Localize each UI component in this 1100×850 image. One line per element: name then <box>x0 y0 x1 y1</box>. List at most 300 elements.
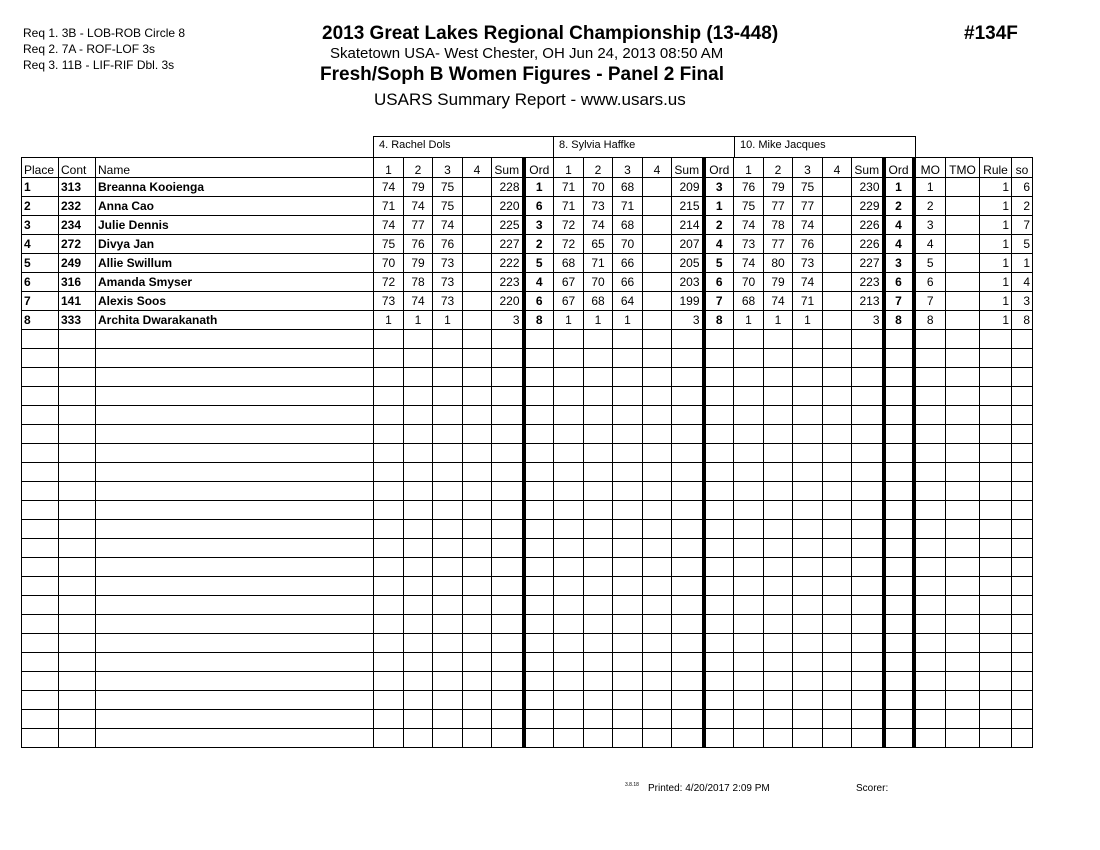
mo-cell: 8 <box>914 311 946 330</box>
mark-cell: 71 <box>374 197 404 216</box>
empty-cell <box>672 634 704 653</box>
empty-cell <box>643 368 672 387</box>
empty-cell <box>404 406 433 425</box>
mark-header: 4 <box>823 158 852 178</box>
empty-cell <box>374 330 404 349</box>
empty-cell <box>980 596 1012 615</box>
table-row <box>22 178 1033 197</box>
empty-cell <box>734 406 764 425</box>
empty-cell <box>22 444 59 463</box>
empty-cell <box>1012 387 1033 406</box>
empty-cell <box>764 425 793 444</box>
ord-cell: 1 <box>704 197 734 216</box>
empty-cell <box>643 596 672 615</box>
empty-cell <box>96 729 374 748</box>
empty-cell <box>22 615 59 634</box>
name-cell: Allie Swillum <box>96 254 374 273</box>
mark-cell: 76 <box>734 178 764 197</box>
empty-cell <box>492 444 524 463</box>
empty-cell <box>492 634 524 653</box>
empty-cell <box>433 729 463 748</box>
ord-cell: 6 <box>524 197 554 216</box>
mark-header: 2 <box>404 158 433 178</box>
empty-cell <box>374 558 404 577</box>
empty-cell <box>672 349 704 368</box>
empty-cell <box>672 444 704 463</box>
empty-cell <box>946 330 980 349</box>
ord-cell: 4 <box>884 216 914 235</box>
empty-cell <box>980 577 1012 596</box>
empty-cell <box>704 349 734 368</box>
empty-cell <box>492 463 524 482</box>
empty-cell <box>793 444 823 463</box>
mark-cell <box>463 311 492 330</box>
empty-cell <box>96 482 374 501</box>
empty-cell <box>22 387 59 406</box>
empty-cell <box>1012 596 1033 615</box>
empty-cell <box>554 463 584 482</box>
empty-row <box>22 558 1033 577</box>
empty-cell <box>884 330 914 349</box>
mark-header: 1 <box>374 158 404 178</box>
empty-row <box>22 710 1033 729</box>
sum-cell: 226 <box>852 216 884 235</box>
judge-header-3: 10. Mike Jacques <box>734 136 916 157</box>
tmo-cell <box>946 235 980 254</box>
empty-cell <box>643 634 672 653</box>
empty-cell <box>914 406 946 425</box>
mark-cell: 1 <box>554 311 584 330</box>
empty-cell <box>613 729 643 748</box>
empty-cell <box>852 425 884 444</box>
empty-cell <box>704 539 734 558</box>
empty-cell <box>643 349 672 368</box>
empty-row <box>22 425 1033 444</box>
empty-cell <box>524 539 554 558</box>
mark-cell: 71 <box>793 292 823 311</box>
empty-cell <box>704 425 734 444</box>
name-cell: Breanna Kooienga <box>96 178 374 197</box>
empty-cell <box>793 596 823 615</box>
empty-cell <box>946 558 980 577</box>
empty-cell <box>613 634 643 653</box>
empty-cell <box>884 710 914 729</box>
mark-cell: 79 <box>404 254 433 273</box>
empty-cell <box>59 482 96 501</box>
empty-cell <box>914 558 946 577</box>
empty-cell <box>704 558 734 577</box>
empty-cell <box>734 634 764 653</box>
empty-cell <box>492 596 524 615</box>
mark-cell: 70 <box>374 254 404 273</box>
mark-cell <box>643 254 672 273</box>
so-cell: 3 <box>1012 292 1033 311</box>
ord-cell: 2 <box>704 216 734 235</box>
empty-cell <box>852 406 884 425</box>
empty-cell <box>584 501 613 520</box>
empty-cell <box>374 653 404 672</box>
empty-cell <box>793 425 823 444</box>
empty-cell <box>584 520 613 539</box>
empty-cell <box>672 672 704 691</box>
empty-cell <box>22 425 59 444</box>
mark-cell <box>823 311 852 330</box>
empty-cell <box>946 387 980 406</box>
empty-cell <box>734 520 764 539</box>
tmo-header: TMO <box>946 158 980 178</box>
empty-cell <box>884 387 914 406</box>
empty-cell <box>643 558 672 577</box>
empty-cell <box>22 406 59 425</box>
mark-cell: 1 <box>764 311 793 330</box>
empty-cell <box>584 558 613 577</box>
cont-cell: 333 <box>59 311 96 330</box>
mark-cell: 73 <box>793 254 823 273</box>
empty-cell <box>980 672 1012 691</box>
empty-cell <box>672 729 704 748</box>
empty-cell <box>884 691 914 710</box>
name-header: Name <box>96 158 374 178</box>
mark-cell <box>463 235 492 254</box>
mark-cell: 76 <box>404 235 433 254</box>
empty-cell <box>643 520 672 539</box>
mark-cell <box>643 178 672 197</box>
empty-cell <box>852 653 884 672</box>
empty-cell <box>404 368 433 387</box>
mark-cell <box>463 178 492 197</box>
empty-cell <box>764 710 793 729</box>
empty-row <box>22 406 1033 425</box>
empty-cell <box>764 653 793 672</box>
empty-cell <box>884 463 914 482</box>
empty-cell <box>946 482 980 501</box>
empty-cell <box>764 482 793 501</box>
empty-cell <box>22 368 59 387</box>
empty-cell <box>524 501 554 520</box>
empty-cell <box>584 539 613 558</box>
name-cell: Archita Dwarakanath <box>96 311 374 330</box>
empty-cell <box>613 691 643 710</box>
empty-cell <box>554 482 584 501</box>
judge-header-1: 4. Rachel Dols <box>373 136 554 157</box>
mark-cell: 74 <box>793 273 823 292</box>
empty-cell <box>96 577 374 596</box>
empty-cell <box>884 444 914 463</box>
mo-cell: 3 <box>914 216 946 235</box>
mark-cell: 70 <box>613 235 643 254</box>
empty-cell <box>463 672 492 691</box>
cont-cell: 313 <box>59 178 96 197</box>
empty-cell <box>554 729 584 748</box>
empty-cell <box>704 520 734 539</box>
empty-cell <box>584 691 613 710</box>
empty-cell <box>524 387 554 406</box>
empty-cell <box>1012 558 1033 577</box>
empty-cell <box>643 691 672 710</box>
sum-cell: 226 <box>852 235 884 254</box>
empty-cell <box>734 368 764 387</box>
empty-cell <box>1012 482 1033 501</box>
empty-cell <box>980 691 1012 710</box>
empty-cell <box>1012 710 1033 729</box>
empty-cell <box>852 330 884 349</box>
empty-cell <box>643 463 672 482</box>
empty-cell <box>852 444 884 463</box>
place-cell: 2 <box>22 197 59 216</box>
mark-cell: 68 <box>734 292 764 311</box>
empty-cell <box>584 596 613 615</box>
empty-cell <box>980 634 1012 653</box>
empty-cell <box>96 672 374 691</box>
empty-cell <box>492 710 524 729</box>
sum-cell: 203 <box>672 273 704 292</box>
empty-cell <box>884 672 914 691</box>
mark-cell: 64 <box>613 292 643 311</box>
empty-row <box>22 520 1033 539</box>
rule-cell: 1 <box>980 178 1012 197</box>
empty-cell <box>764 520 793 539</box>
empty-cell <box>764 539 793 558</box>
empty-cell <box>672 558 704 577</box>
mark-cell: 74 <box>374 178 404 197</box>
empty-cell <box>823 615 852 634</box>
name-cell: Divya Jan <box>96 235 374 254</box>
empty-cell <box>59 634 96 653</box>
empty-cell <box>433 520 463 539</box>
empty-cell <box>463 634 492 653</box>
empty-cell <box>433 463 463 482</box>
sum-cell: 215 <box>672 197 704 216</box>
empty-cell <box>613 463 643 482</box>
mo-cell: 5 <box>914 254 946 273</box>
empty-cell <box>764 596 793 615</box>
mark-cell: 75 <box>374 235 404 254</box>
mark-cell <box>643 292 672 311</box>
empty-cell <box>852 368 884 387</box>
empty-cell <box>433 558 463 577</box>
mo-cell: 4 <box>914 235 946 254</box>
empty-cell <box>980 368 1012 387</box>
empty-cell <box>884 615 914 634</box>
empty-row <box>22 729 1033 748</box>
empty-cell <box>613 501 643 520</box>
empty-cell <box>672 710 704 729</box>
empty-cell <box>884 520 914 539</box>
cont-cell: 316 <box>59 273 96 292</box>
empty-cell <box>980 710 1012 729</box>
empty-cell <box>672 387 704 406</box>
sum-cell: 225 <box>492 216 524 235</box>
empty-cell <box>492 501 524 520</box>
mark-cell: 72 <box>374 273 404 292</box>
empty-cell <box>374 482 404 501</box>
empty-cell <box>59 615 96 634</box>
empty-cell <box>59 520 96 539</box>
mark-header: 1 <box>554 158 584 178</box>
empty-cell <box>672 330 704 349</box>
empty-row <box>22 653 1033 672</box>
mark-cell: 75 <box>433 197 463 216</box>
empty-cell <box>793 349 823 368</box>
empty-cell <box>734 501 764 520</box>
sum-cell: 229 <box>852 197 884 216</box>
mark-cell <box>463 216 492 235</box>
empty-cell <box>96 501 374 520</box>
empty-cell <box>59 653 96 672</box>
empty-cell <box>524 520 554 539</box>
empty-cell <box>1012 463 1033 482</box>
mark-cell: 67 <box>554 292 584 311</box>
empty-cell <box>584 330 613 349</box>
competition-title: 2013 Great Lakes Regional Championship (13-448) <box>322 23 779 44</box>
empty-cell <box>492 653 524 672</box>
mark-cell: 73 <box>433 273 463 292</box>
sum-cell: 222 <box>492 254 524 273</box>
empty-cell <box>96 520 374 539</box>
empty-row <box>22 615 1033 634</box>
sum-cell: 227 <box>852 254 884 273</box>
empty-cell <box>584 463 613 482</box>
empty-cell <box>1012 406 1033 425</box>
empty-cell <box>643 577 672 596</box>
empty-cell <box>492 387 524 406</box>
mark-cell: 74 <box>404 197 433 216</box>
empty-cell <box>492 672 524 691</box>
tmo-cell <box>946 216 980 235</box>
empty-cell <box>704 634 734 653</box>
cont-cell: 232 <box>59 197 96 216</box>
judge-header-2: 8. Sylvia Haffke <box>553 136 735 157</box>
place-cell: 3 <box>22 216 59 235</box>
empty-cell <box>1012 653 1033 672</box>
empty-cell <box>374 463 404 482</box>
sum-cell: 207 <box>672 235 704 254</box>
mark-header: 2 <box>584 158 613 178</box>
empty-cell <box>914 653 946 672</box>
ord-cell: 5 <box>524 254 554 273</box>
empty-cell <box>704 653 734 672</box>
empty-cell <box>734 691 764 710</box>
empty-cell <box>554 710 584 729</box>
mark-cell: 1 <box>793 311 823 330</box>
empty-cell <box>704 577 734 596</box>
empty-cell <box>554 577 584 596</box>
mark-cell: 73 <box>584 197 613 216</box>
empty-cell <box>433 672 463 691</box>
empty-cell <box>374 349 404 368</box>
empty-cell <box>1012 691 1033 710</box>
empty-cell <box>1012 577 1033 596</box>
empty-cell <box>584 349 613 368</box>
empty-cell <box>672 501 704 520</box>
empty-cell <box>643 330 672 349</box>
empty-cell <box>463 330 492 349</box>
mark-cell: 77 <box>764 197 793 216</box>
rule-cell: 1 <box>980 254 1012 273</box>
empty-cell <box>463 387 492 406</box>
ord-cell: 6 <box>524 292 554 311</box>
empty-cell <box>492 368 524 387</box>
empty-cell <box>704 330 734 349</box>
empty-cell <box>946 634 980 653</box>
empty-cell <box>914 520 946 539</box>
empty-cell <box>22 558 59 577</box>
empty-cell <box>734 558 764 577</box>
empty-cell <box>884 558 914 577</box>
mark-cell: 80 <box>764 254 793 273</box>
empty-cell <box>764 368 793 387</box>
empty-cell <box>404 653 433 672</box>
empty-cell <box>524 634 554 653</box>
empty-cell <box>1012 539 1033 558</box>
table-row <box>22 273 1033 292</box>
empty-cell <box>613 425 643 444</box>
empty-cell <box>793 577 823 596</box>
empty-cell <box>672 463 704 482</box>
empty-cell <box>492 691 524 710</box>
mark-cell: 74 <box>764 292 793 311</box>
empty-cell <box>946 710 980 729</box>
empty-row <box>22 539 1033 558</box>
empty-cell <box>524 653 554 672</box>
empty-cell <box>764 634 793 653</box>
empty-cell <box>59 463 96 482</box>
results-table <box>21 157 1033 748</box>
so-cell: 2 <box>1012 197 1033 216</box>
empty-row <box>22 577 1033 596</box>
mark-cell: 78 <box>764 216 793 235</box>
mark-cell: 68 <box>554 254 584 273</box>
empty-cell <box>492 615 524 634</box>
empty-cell <box>492 330 524 349</box>
empty-cell <box>463 463 492 482</box>
empty-cell <box>643 729 672 748</box>
empty-cell <box>852 520 884 539</box>
empty-cell <box>554 425 584 444</box>
empty-cell <box>584 577 613 596</box>
empty-cell <box>980 558 1012 577</box>
empty-cell <box>704 463 734 482</box>
empty-cell <box>374 729 404 748</box>
empty-cell <box>404 463 433 482</box>
empty-cell <box>374 596 404 615</box>
empty-cell <box>463 729 492 748</box>
rule-cell: 1 <box>980 311 1012 330</box>
empty-cell <box>96 387 374 406</box>
empty-cell <box>584 653 613 672</box>
mark-cell: 68 <box>584 292 613 311</box>
empty-cell <box>492 558 524 577</box>
empty-cell <box>672 406 704 425</box>
mark-cell: 70 <box>584 273 613 292</box>
empty-cell <box>704 729 734 748</box>
mark-cell: 74 <box>404 292 433 311</box>
mark-cell: 70 <box>584 178 613 197</box>
empty-cell <box>704 482 734 501</box>
empty-cell <box>914 349 946 368</box>
empty-cell <box>793 463 823 482</box>
empty-cell <box>554 558 584 577</box>
empty-cell <box>463 615 492 634</box>
empty-cell <box>884 425 914 444</box>
ord-header: Ord <box>524 158 554 178</box>
empty-row <box>22 501 1033 520</box>
mark-cell <box>643 273 672 292</box>
empty-cell <box>980 482 1012 501</box>
table-row <box>22 216 1033 235</box>
place-cell: 8 <box>22 311 59 330</box>
mark-cell <box>823 273 852 292</box>
